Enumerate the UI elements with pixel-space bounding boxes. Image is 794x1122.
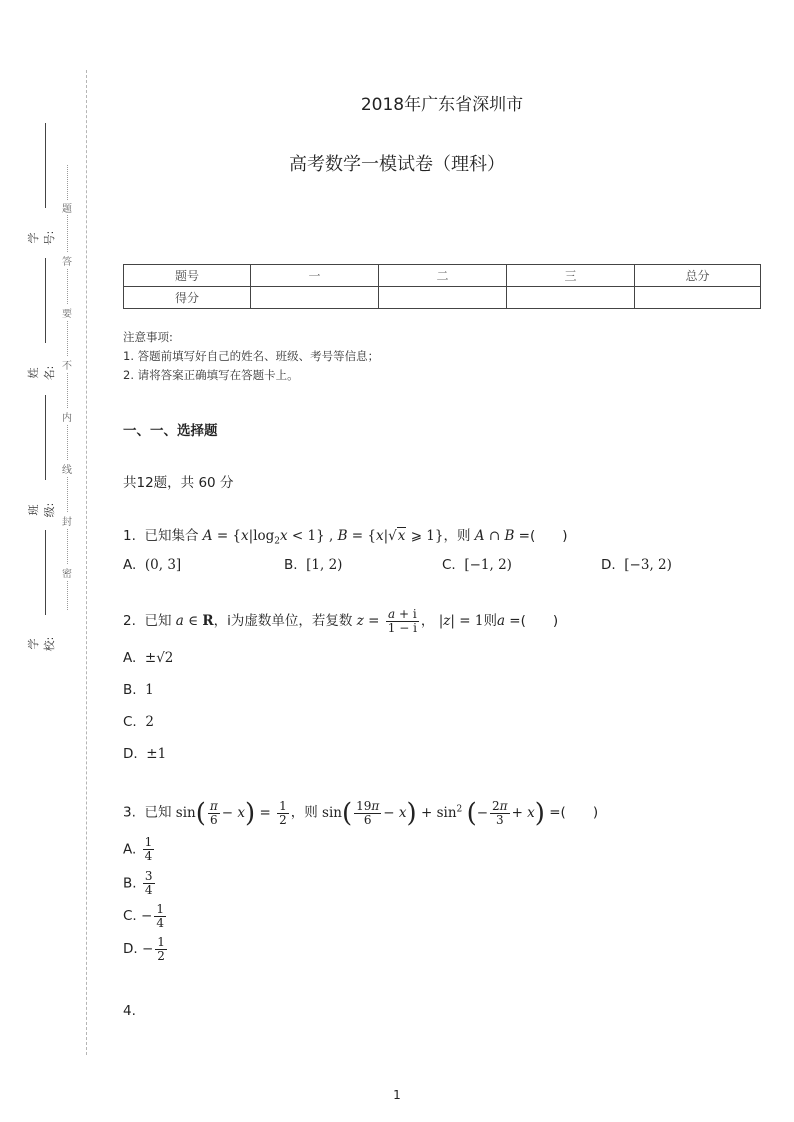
section-summary: 共12题，共 60 分 (123, 475, 234, 491)
option-label: D. (123, 746, 138, 762)
option-b[interactable] (284, 557, 342, 573)
notes (123, 328, 379, 385)
option-b[interactable] (123, 682, 154, 698)
question-text: =( ) (509, 613, 559, 629)
table-cell: 总分 (635, 265, 761, 287)
math-expression: z = $\frac{a + i}{1 - i}$ (356, 607, 417, 635)
math-expression: sin( $\frac{\pi}{6}$ − x) = $\frac{1}{2}$ (175, 798, 287, 828)
seal-char: 封 (62, 513, 72, 528)
option-label: A. (123, 650, 137, 666)
option-label: B. (123, 682, 137, 698)
score-table-header-row (124, 265, 761, 287)
math-expression: A ∩ B (474, 528, 515, 544)
section-title: 一、一、选择题 (123, 423, 218, 439)
question-4 (123, 1003, 136, 1019)
option-value: $\frac{1}{4}$ (144, 835, 153, 863)
option-a[interactable] (123, 650, 173, 666)
option-value: − $\frac{1}{4}$ (141, 902, 164, 930)
seal-char: 要 (62, 305, 72, 320)
school-label: 学校: (27, 636, 56, 652)
table-cell: 题号 (124, 265, 251, 287)
math-expression: sin( $\frac{19\pi}{6}$ − $x) + \sin^2$ (− $\frac{2\pi}{3}$ + x) (322, 798, 545, 828)
option-value: 1 (145, 682, 154, 698)
question-text: =( ) (518, 528, 568, 544)
table-cell: 二 (379, 265, 507, 287)
option-c[interactable] (123, 714, 154, 730)
question-text: ，则 (443, 528, 471, 544)
binding-dashed-line (86, 70, 87, 1055)
table-cell: 一 (251, 265, 379, 287)
option-d[interactable] (601, 557, 672, 573)
option-label: C. (123, 908, 137, 924)
question-text: 已知 (144, 804, 172, 821)
seal-char: 密 (62, 565, 72, 580)
option-value: [−3, 2) (624, 557, 672, 573)
question-number: 3. (123, 804, 136, 821)
option-value: ±√2 (144, 650, 174, 666)
option-value: − $\frac{1}{2}$ (141, 935, 165, 963)
field-line (45, 395, 46, 480)
math-expression: $A = \{x|\log_2x < 1\}$ , B = {x|√x ⩾ 1} (202, 528, 444, 547)
class-label: 班级: (27, 502, 56, 518)
question-number: 1. (123, 528, 136, 544)
question-2 (123, 608, 558, 635)
option-label: C. (123, 714, 137, 730)
score-input-cell[interactable] (635, 287, 761, 309)
notes-item: 2. 请将答案正确填写在答题卡上。 (123, 368, 299, 382)
math-expression: a (496, 613, 505, 629)
option-c[interactable] (123, 903, 168, 930)
notes-heading: 注意事项: (123, 330, 173, 344)
question-text: ，则 (290, 804, 318, 821)
option-label: B. (284, 557, 298, 573)
question-number: 4. (123, 1003, 136, 1019)
question-number: 2. (123, 613, 136, 629)
question-text: 已知 (144, 613, 172, 629)
option-value: $\frac{3}{4}$ (144, 869, 153, 897)
question-text: 则 (483, 613, 497, 629)
option-label: A. (123, 557, 137, 573)
field-line (45, 530, 46, 615)
seal-char: 答 (62, 253, 72, 268)
seal-dots (67, 165, 68, 610)
question-3 (123, 798, 598, 828)
score-input-cell[interactable] (251, 287, 379, 309)
option-value: (0, 3] (144, 557, 182, 573)
option-label: C. (442, 557, 456, 573)
notes-item: 1. 答题前填写好自己的姓名、班级、考号等信息； (123, 349, 380, 363)
question-text: ， (420, 613, 435, 629)
seal-char: 题 (62, 200, 72, 215)
page-number: 1 (393, 1088, 401, 1102)
name-label: 姓名: (27, 365, 56, 381)
math-expression: |z| = 1 (438, 613, 484, 629)
student-id-label: 学号: (27, 230, 56, 246)
question-text: 已知集合 (144, 528, 199, 544)
seal-char: 线 (62, 461, 72, 476)
option-label: B. (123, 875, 137, 892)
question-text: =( ) (549, 804, 599, 821)
option-a[interactable] (123, 836, 156, 863)
score-table-score-row (124, 287, 761, 309)
exam-year-region: 2018年广东省深圳市 (360, 95, 524, 115)
question-1 (123, 524, 568, 547)
option-label: A. (123, 841, 137, 858)
option-d[interactable] (123, 746, 166, 762)
seal-char: 不 (62, 357, 72, 372)
field-line (45, 258, 46, 343)
option-c[interactable] (442, 557, 512, 573)
table-cell: 三 (507, 265, 635, 287)
score-input-cell[interactable] (379, 287, 507, 309)
option-label: D. (123, 941, 138, 957)
exam-title: 高考数学一模试卷（理科） (289, 154, 505, 175)
question-text: ，i为虚数单位，若复数 (213, 613, 353, 629)
option-b[interactable] (123, 870, 157, 897)
score-table (123, 264, 761, 309)
table-cell: 得分 (124, 287, 251, 309)
option-value: ±1 (146, 746, 167, 762)
option-label: D. (601, 557, 616, 573)
score-input-cell[interactable] (507, 287, 635, 309)
seal-char: 内 (62, 409, 72, 424)
option-value: 2 (145, 714, 154, 730)
option-d[interactable] (123, 936, 169, 963)
option-a[interactable] (123, 557, 181, 573)
option-value: [1, 2) (306, 557, 343, 573)
math-expression: a ∈ R (175, 613, 214, 629)
option-value: [−1, 2) (464, 557, 512, 573)
